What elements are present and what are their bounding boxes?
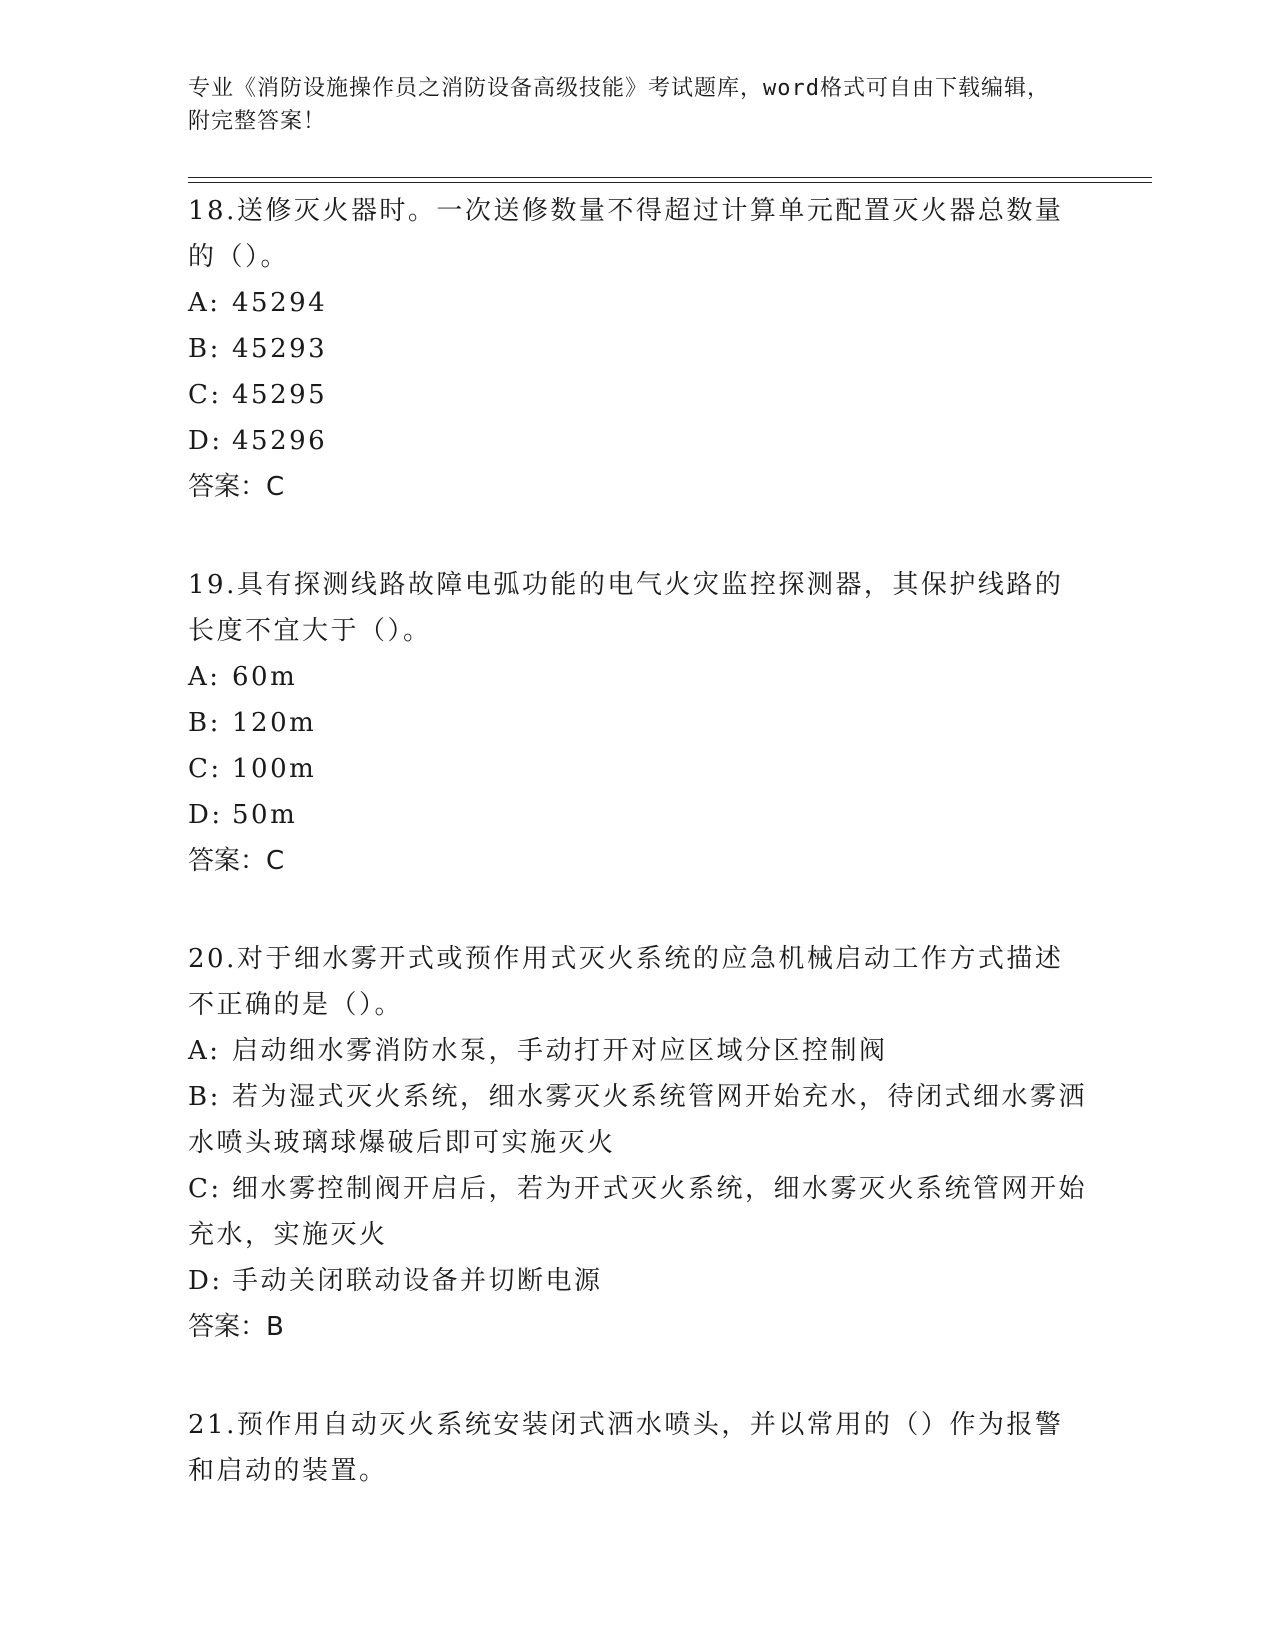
- option-label: D:: [188, 1266, 223, 1296]
- option-text: 45296: [232, 426, 328, 456]
- option-b: [188, 326, 1088, 372]
- option-label: B:: [188, 334, 221, 364]
- option-label: C:: [188, 1174, 222, 1204]
- option-label: C:: [188, 754, 222, 784]
- document-header: 专业《消防设施操作员之消防设备高级技能》考试题库，word格式可自由下载编辑，附完整答案！: [188, 76, 1050, 134]
- answer-line: 答案：C: [188, 472, 285, 502]
- option-text: 45295: [232, 380, 328, 410]
- option-text: 细水雾控制阀开启后，若为开式灭火系统，细水雾灭火系统管网开始充水，实施灭火: [188, 1174, 1088, 1250]
- option-b: [188, 700, 1088, 746]
- option-d: [188, 418, 1088, 464]
- question-21: [188, 1402, 1088, 1494]
- option-text: 若为湿式灭火系统，细水雾灭火系统管网开始充水，待闭式细水雾洒水喷头玻璃球爆破后即可实施灭火: [188, 1082, 1088, 1158]
- header-divider-bottom: [188, 182, 1152, 183]
- question-stem: 21.预作用自动灭火系统安装闭式洒水喷头，并以常用的（）作为报警和启动的装置。: [188, 1410, 1064, 1486]
- question-list: [188, 188, 1088, 1546]
- option-a: [188, 1028, 1088, 1074]
- question-18: [188, 188, 1088, 510]
- option-a: [188, 654, 1088, 700]
- question-stem: 18.送修灭火器时。一次送修数量不得超过计算单元配置灭火器总数量的（）。: [188, 196, 1064, 272]
- option-text: 45293: [232, 334, 328, 364]
- option-a: [188, 280, 1088, 326]
- option-label: D:: [188, 426, 223, 456]
- option-d: [188, 1258, 1088, 1304]
- question-19: [188, 562, 1088, 884]
- option-text: 100m: [232, 754, 317, 784]
- option-c: [188, 372, 1088, 418]
- option-text: 45294: [232, 288, 328, 318]
- option-b: [188, 1074, 1088, 1166]
- option-label: A:: [188, 1036, 221, 1066]
- option-text: 50m: [232, 800, 298, 830]
- option-text: 60m: [232, 662, 298, 692]
- question-20: [188, 936, 1088, 1350]
- option-label: B:: [188, 1082, 221, 1112]
- option-text: 手动关闭联动设备并切断电源: [232, 1266, 603, 1296]
- question-stem: 19.具有探测线路故障电弧功能的电气火灾监控探测器，其保护线路的长度不宜大于（）。: [188, 570, 1064, 646]
- answer-line: 答案：C: [188, 846, 285, 876]
- option-label: B:: [188, 708, 221, 738]
- answer-line: 答案：B: [188, 1312, 284, 1342]
- option-c: [188, 1166, 1088, 1258]
- option-text: 启动细水雾消防水泵，手动打开对应区域分区控制阀: [232, 1036, 888, 1066]
- option-d: [188, 792, 1088, 838]
- option-label: C:: [188, 380, 222, 410]
- option-label: A:: [188, 662, 221, 692]
- option-label: D:: [188, 800, 223, 830]
- header-divider-top: [188, 177, 1152, 178]
- option-c: [188, 746, 1088, 792]
- question-stem: 20.对于细水雾开式或预作用式灭火系统的应急机械启动工作方式描述不正确的是（）。: [188, 944, 1064, 1020]
- option-label: A:: [188, 288, 221, 318]
- option-text: 120m: [232, 708, 317, 738]
